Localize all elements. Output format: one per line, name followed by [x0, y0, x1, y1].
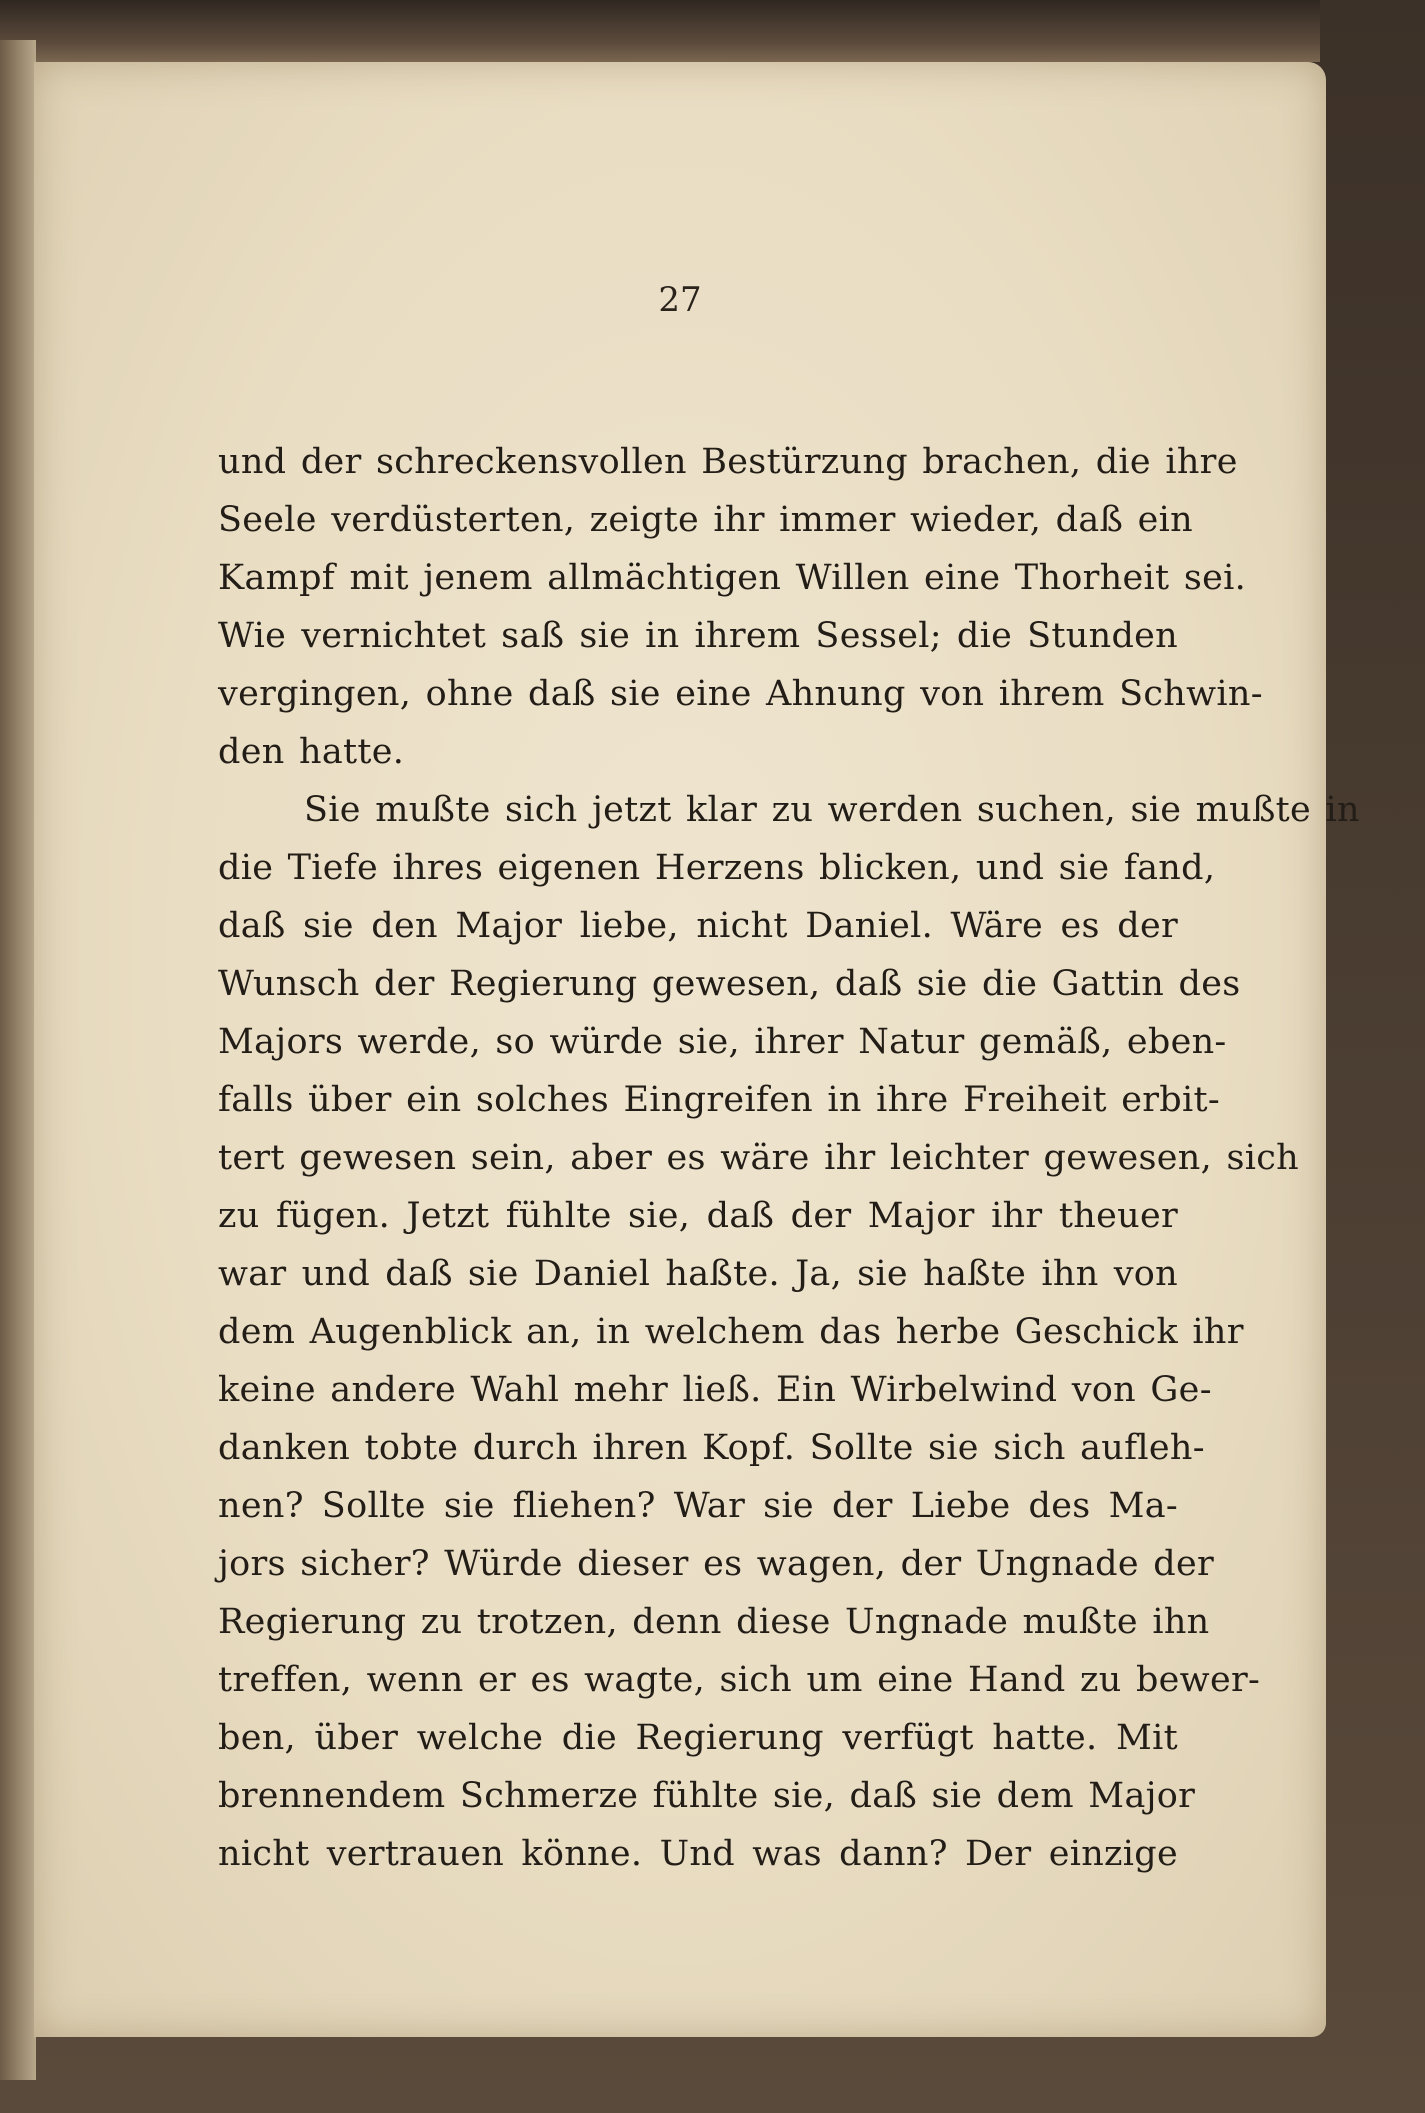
page-number: 27	[658, 280, 702, 320]
text-line: Wunsch der Regierung gewesen, daß sie die Gattin des	[218, 964, 1241, 1004]
text-line: brennendem Schmerze fühlte sie, daß sie dem Major	[218, 1776, 1196, 1816]
text-line: daß sie den Major liebe, nicht Daniel. Wäre es der	[218, 906, 1178, 946]
text-line: zu fügen. Jetzt fühlte sie, daß der Major ihr theuer	[218, 1196, 1178, 1236]
text-line: die Tiefe ihres eigenen Herzens blicken, und sie fand,	[218, 848, 1216, 888]
text-line: Sie mußte sich jetzt klar zu werden suchen, sie mußte in	[304, 790, 1360, 830]
text-line: nicht vertrauen könne. Und was dann? Der einzige	[218, 1834, 1178, 1874]
book-page	[34, 62, 1360, 2037]
text-line: Kampf mit jenem allmächtigen Willen eine Thorheit sei.	[218, 558, 1247, 598]
text-line: Seele verdüsterten, zeigte ihr immer wieder, daß ein	[218, 500, 1193, 540]
text-line: falls über ein solches Eingreifen in ihre Freiheit erbit-	[218, 1080, 1220, 1120]
text-line: nen? Sollte sie fliehen? War sie der Liebe des Ma-	[218, 1486, 1178, 1526]
text-line: Wie vernichtet saß sie in ihrem Sessel; die Stunden	[218, 616, 1178, 656]
text-line: vergingen, ohne daß sie eine Ahnung von ihrem Schwin-	[218, 674, 1263, 714]
text-line: danken tobte durch ihren Kopf. Sollte sie sich aufleh-	[218, 1428, 1205, 1468]
text-line: dem Augenblick an, in welchem das herbe Geschick ihr	[218, 1312, 1244, 1352]
text-line: war und daß sie Daniel haßte. Ja, sie haßte ihn von	[218, 1254, 1178, 1294]
text-line: tert gewesen sein, aber es wäre ihr leichter gewesen, sich	[218, 1138, 1299, 1178]
text-line: Majors werde, so würde sie, ihrer Natur gemäß, eben-	[218, 1022, 1227, 1062]
text-line: ben, über welche die Regierung verfügt hatte. Mit	[218, 1718, 1178, 1758]
text-line: treffen, wenn er es wagte, sich um eine Hand zu bewer-	[218, 1660, 1261, 1700]
text-line: keine andere Wahl mehr ließ. Ein Wirbelwind von Ge-	[218, 1370, 1212, 1410]
text-line: jors sicher? Würde dieser es wagen, der Ungnade der	[218, 1544, 1215, 1584]
book-cover-top-edge	[0, 0, 1320, 62]
book-spine-edge	[0, 40, 36, 2080]
text-line: den hatte.	[218, 732, 405, 772]
text-line: Regierung zu trotzen, denn diese Ungnade mußte ihn	[218, 1602, 1210, 1642]
text-line: und der schreckensvollen Bestürzung brachen, die ihre	[218, 442, 1238, 482]
